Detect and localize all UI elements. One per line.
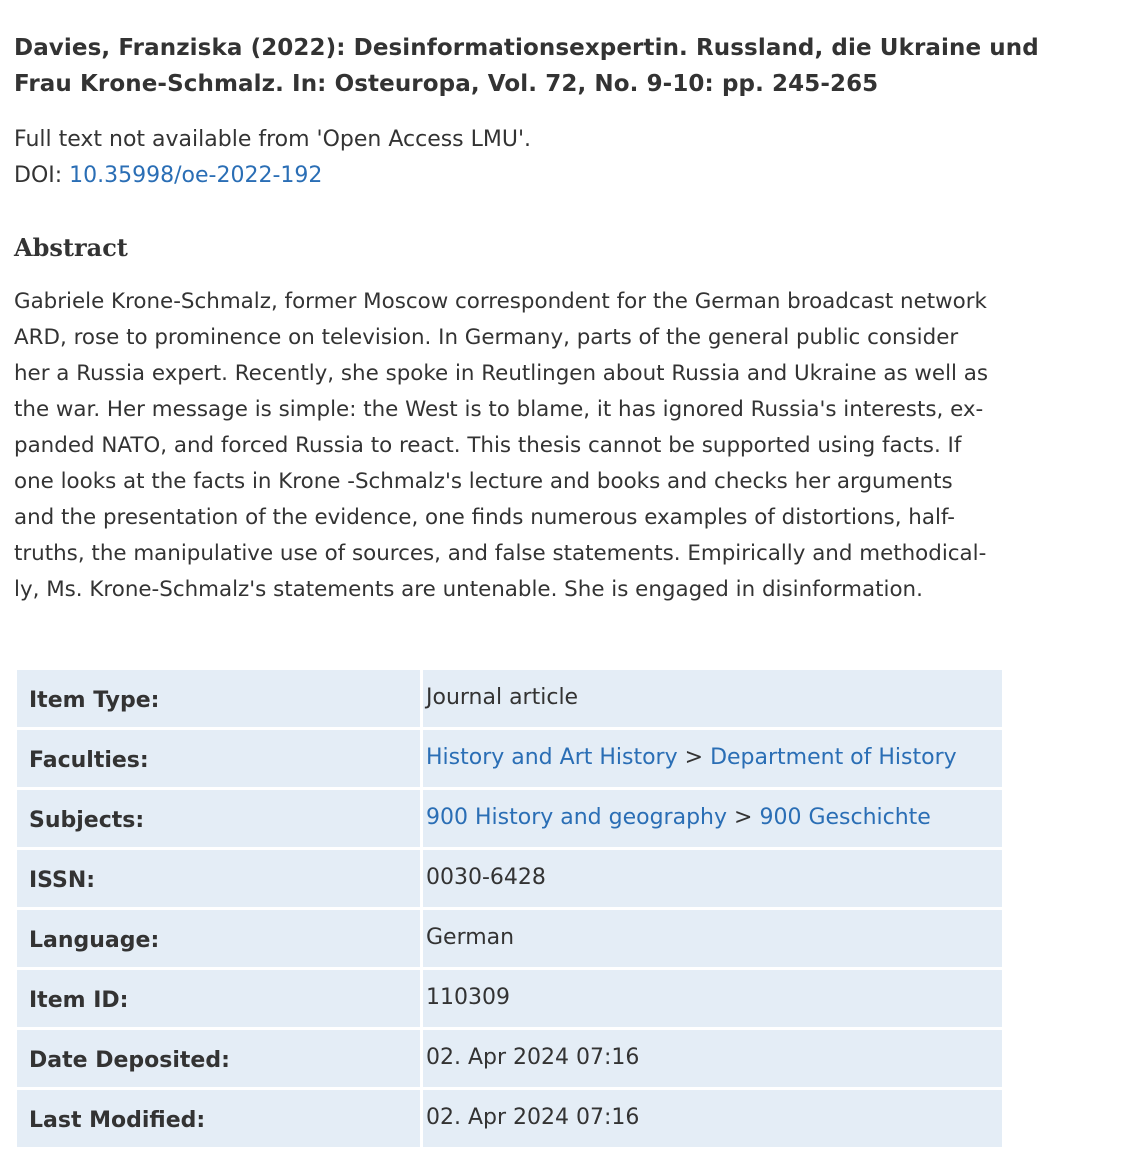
language-label: Language: [17, 910, 420, 967]
faculties-label: Faculties: [17, 730, 420, 787]
doi-line [14, 158, 1124, 194]
language-text: German [426, 925, 515, 950]
item-id-label: Item ID: [17, 970, 420, 1027]
language-value [423, 910, 1002, 967]
item-type-text: Journal article [426, 685, 579, 710]
table-row-date-deposited [17, 1030, 1002, 1087]
abstract-line: ly, Ms. Krone-Schmalz's statements are untenable. She is engaged in disinformation. [14, 577, 923, 602]
issn-text: 0030-6428 [426, 865, 546, 890]
date-deposited-value [423, 1030, 1002, 1087]
abstract-line: and the presentation of the evidence, one finds numerous examples of distortions, half- [14, 505, 955, 530]
doi-link[interactable]: 10.35998/oe-2022-192 [69, 163, 323, 188]
issn-label: ISSN: [17, 850, 420, 907]
subject-link-geschichte[interactable]: 900 Geschichte [759, 805, 931, 830]
abstract-line: ARD, rose to prominence on television. In Germany, parts of the general public consider [14, 325, 959, 350]
abstract-line: the war. Her message is simple: the West is to blame, it has ignored Russia's interests, ex- [14, 397, 984, 422]
table-row-item-type [17, 670, 1002, 727]
table-row-last-modified [17, 1090, 1002, 1147]
abstract-line: one looks at the facts in Krone -Schmalz's lecture and books and checks her arguments [14, 469, 953, 494]
table-row-item-id [17, 970, 1002, 1027]
issn-value [423, 850, 1002, 907]
abstract-line: her a Russia expert. Recently, she spoke in Reutlingen about Russia and Ukraine as well as [14, 361, 989, 386]
subjects-label: Subjects: [17, 790, 420, 847]
table-row-language [17, 910, 1002, 967]
item-id-value [423, 970, 1002, 1027]
breadcrumb-separator: > [684, 745, 704, 770]
doi-label: DOI: [14, 163, 70, 188]
abstract-heading: Abstract [14, 233, 128, 262]
last-modified-value [423, 1090, 1002, 1147]
faculties-value [423, 730, 1002, 787]
faculty-link-history-art-history[interactable]: History and Art History [426, 745, 678, 770]
citation-line-2: Frau Krone-Schmalz. In: Osteuropa, Vol. 72, No. 9-10: pp. 245-265 [14, 71, 879, 97]
last-modified-text: 02. Apr 2024 07:16 [426, 1105, 640, 1130]
abstract-text [14, 284, 1120, 608]
breadcrumb-separator: > [734, 805, 753, 830]
table-row-issn [17, 850, 1002, 907]
eprint-record [14, 30, 1124, 608]
full-text-note: Full text not available from 'Open Access LMU'. [14, 127, 532, 152]
item-type-label: Item Type: [17, 670, 420, 727]
table-row-subjects [17, 790, 1002, 847]
subject-link-history-geography[interactable]: 900 History and geography [426, 805, 728, 830]
abstract-line: truths, the manipulative use of sources, and false statements. Empirically and methodical- [14, 541, 987, 566]
date-deposited-text: 02. Apr 2024 07:16 [426, 1045, 640, 1070]
abstract-line: panded NATO, and forced Russia to react. This thesis cannot be supported using facts. If [14, 433, 962, 458]
table-row-faculties [17, 730, 1002, 787]
availability-block [14, 122, 1124, 194]
last-modified-label: Last Modified: [17, 1090, 420, 1147]
abstract-line: Gabriele Krone-Schmalz, former Moscow correspondent for the German broadcast network [14, 289, 987, 314]
citation-title [14, 30, 1124, 102]
item-id-text: 110309 [426, 985, 510, 1010]
item-type-value [423, 670, 1002, 727]
metadata-table [14, 667, 1005, 1150]
citation-line-1: Davies, Franziska (2022): Desinformationsexpertin. Russland, die Ukraine und [14, 35, 1039, 61]
date-deposited-label: Date Deposited: [17, 1030, 420, 1087]
faculty-link-department-history[interactable]: Department of History [710, 745, 957, 770]
subjects-value [423, 790, 1002, 847]
